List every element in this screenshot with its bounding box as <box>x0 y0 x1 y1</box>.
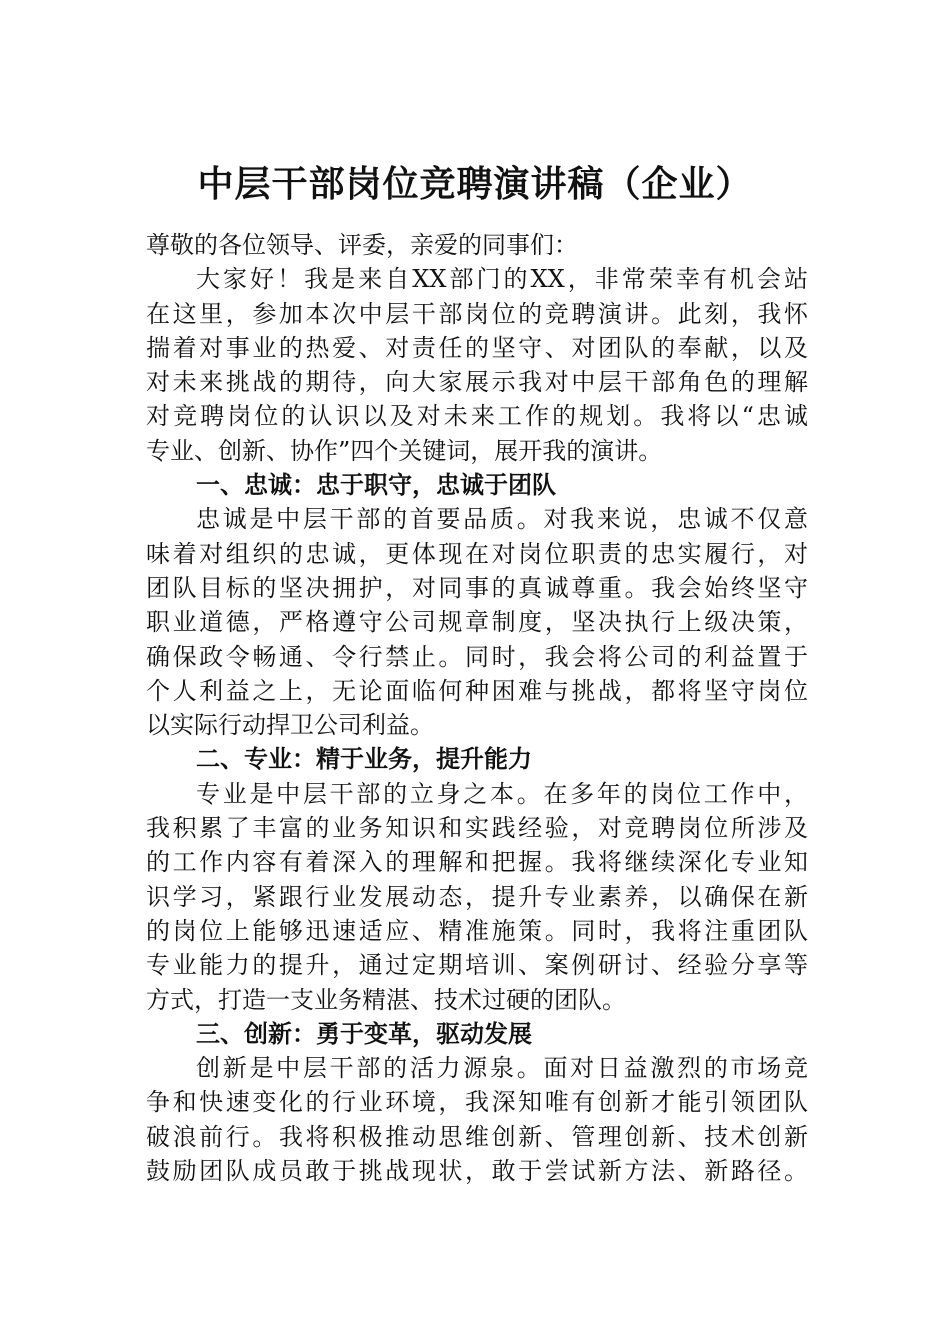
text-line: 鼓励团队成员敢于挑战现状，敢于尝试新方法、新路径。 <box>146 1157 808 1186</box>
section-heading: 三、创新：勇于变革，驱动发展 <box>196 1019 532 1048</box>
text-line: 专业能力的提升，通过定期培训、案例研讨、经验分享等 <box>146 951 808 980</box>
document-body <box>146 228 808 1188</box>
text-line: 专业是中层干部的立身之本。在多年的岗位工作中， <box>196 779 808 808</box>
text-line: 确保政令畅通、令行禁止。同时，我会将公司的利益置于 <box>146 642 808 671</box>
text-line: 争和快速变化的行业环境，我深知唯有创新才能引领团队 <box>146 1088 808 1117</box>
text-line: 大家好！我是来自XX部门的XX，非常荣幸有机会站 <box>196 265 808 294</box>
text-line: 识学习，紧跟行业发展动态，提升专业素养，以确保在新 <box>146 882 808 911</box>
text-line: 破浪前行。我将积极推动思维创新、管理创新、技术创新 <box>146 1122 808 1151</box>
text-line: 以实际行动捍卫公司利益。 <box>146 711 434 740</box>
text-line: 创新是中层干部的活力源泉。面对日益激烈的市场竞 <box>196 1054 808 1083</box>
text-line: 职业道德，严格遵守公司规章制度，坚决执行上级决策， <box>146 608 808 637</box>
text-line: 在这里，参加本次中层干部岗位的竞聘演讲。此刻，我怀 <box>146 299 808 328</box>
text-line: 个人利益之上，无论面临何种困难与挑战，都将坚守岗位 <box>146 676 808 705</box>
section-heading: 二、专业：精于业务，提升能力 <box>196 745 532 774</box>
text-line: 专业、创新、协作”四个关键词，展开我的演讲。 <box>146 436 663 465</box>
text-line: 的工作内容有着深入的理解和把握。我将继续深化专业知 <box>146 848 808 877</box>
text-line: 的岗位上能够迅速适应、精准施策。同时，我将注重团队 <box>146 916 808 945</box>
text-line: 方式，打造一支业务精湛、技术过硬的团队。 <box>146 985 626 1014</box>
text-line: 对未来挑战的期待，向大家展示我对中层干部角色的理解 <box>146 368 808 397</box>
text-line: 味着对组织的忠诚，更体现在对岗位职责的忠实履行，对 <box>146 539 808 568</box>
text-line: 团队目标的坚决拥护，对同事的真诚尊重。我会始终坚守 <box>146 573 808 602</box>
text-line: 我积累了丰富的业务知识和实践经验，对竞聘岗位所涉及 <box>146 814 808 843</box>
text-line: 揣着对事业的热爱、对责任的坚守、对团队的奉献，以及 <box>146 333 808 362</box>
text-line: 忠诚是中层干部的首要品质。对我来说，忠诚不仅意 <box>196 505 808 534</box>
text-line: 对竞聘岗位的认识以及对未来工作的规划。我将以“忠诚 <box>146 402 808 431</box>
section-heading: 一、忠诚：忠于职守，忠诚于团队 <box>196 471 556 500</box>
document-title: 中层干部岗位竞聘演讲稿（企业） <box>197 163 753 205</box>
text-line: 尊敬的各位领导、评委，亲爱的同事们： <box>146 231 578 259</box>
